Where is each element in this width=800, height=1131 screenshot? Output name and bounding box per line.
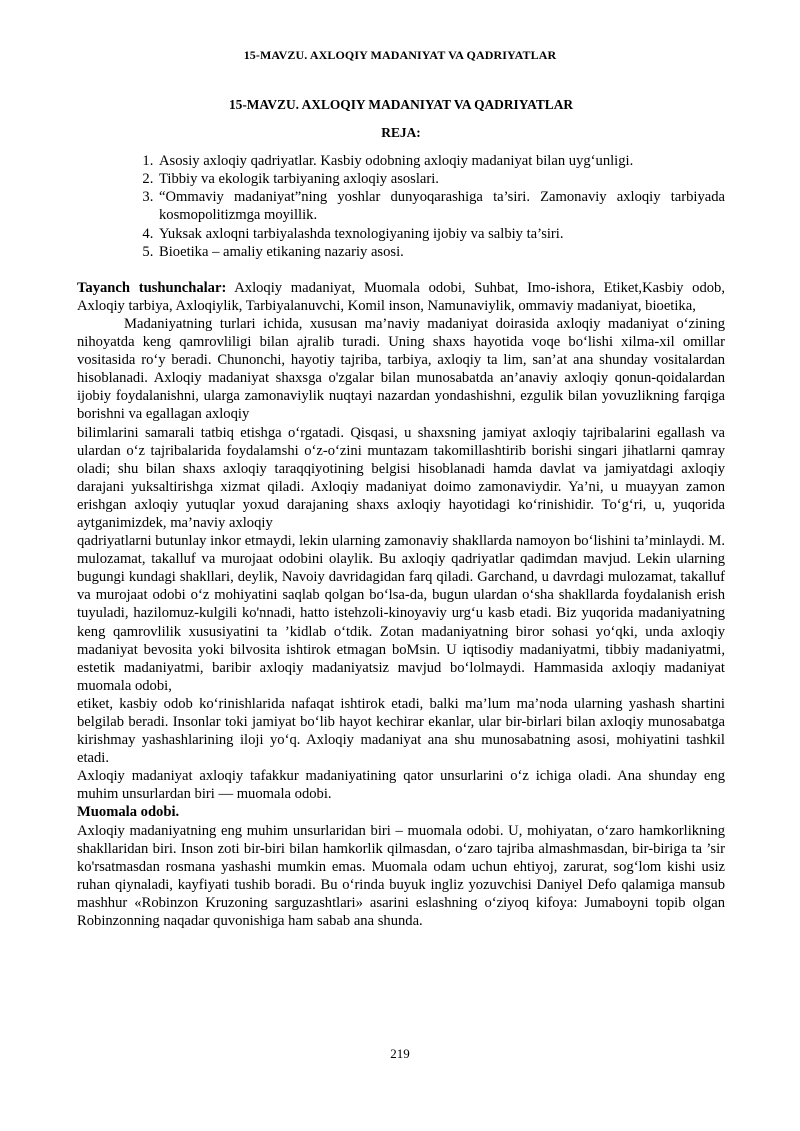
- page-title: 15-MAVZU. AXLOQIY MADANIYAT VA QADRIYATLAR: [228, 97, 574, 112]
- body-paragraph: Axloqiy madaniyatning eng muhim unsurlaridan biri – muomala odobi. U, mohiyatan, o‘zaro hamkorlikning shakllaridan biri. Inson zoti bir-biri bilan hamkorlik qilmasdan, o‘zaro tajriba almashmasdan, bir-biriga ta ’sir ko'rsatmasdan rosmana yashashi mumkin emas. Muomala odam uchun ehtiyoj, zarurat, sog‘lom kishi usiz ruhan qiynaladi, kayfiyati tushib boradi. Bu o‘rinda buyuk ingliz yozuvchisi Daniyel Defo qalamiga mansub mashhur «Robinzon Kruzoning sarguzashtlari» asarini eslashning o‘ziyoq kifoya: Jumaboyni topib olgan Robinzonning naqadar quvonishiga ham sabab ana shunda.: [77, 822, 725, 930]
- running-header: 15-MAVZU. AXLOQIY MADANIYAT VA QADRIYATLAR: [243, 48, 557, 62]
- plan-item: 2. Tibbiy va ekologik tarbiyaning axloqiy asoslari.: [157, 170, 725, 188]
- plan-item: 4. Yuksak axloqni tarbiyalashda texnologiyaning ijobiy va salbiy ta’siri.: [157, 225, 725, 243]
- plan-item: 5. Bioetika – amaliy etikaning nazariy asosi.: [157, 243, 725, 261]
- plan-list: [77, 152, 725, 261]
- page-number: 219: [390, 1046, 410, 1061]
- key-concepts-text: Axloqiy madaniyat, Muomala odobi, Suhbat, Imo-ishora, Etiket,Kasbiy odob, Axloqiy tarbiya, Axloqiylik, Tarbiyalanuvchi, Komil inson, Namunaviylik, ommaviy madaniyat, bioetika,: [77, 279, 725, 314]
- plan-heading: REJA:: [381, 125, 421, 141]
- page-content: [77, 96, 725, 930]
- body-paragraph: qadriyatlarni butunlay inkor etmaydi, lekin ularning zamonaviy shakllarda namoyon bo‘lishini ta’minlaydi. M. mulozamat, takalluf va murojaat odobini olaylik. Bu axloqiy qadriyatlar qadimdan mavjud. Lekin ularning bugungi kundagi shakllari, deylik, Navoiy davridagidan farq qiladi. Garchand, u davrdagi mulozamat, takalluf va murojaat odobi o‘z mohiyatini saqlab qolgan bo‘lsa-da, bugun ulardan o‘sha shakllarda foydalanish erish tuyuladi, hazilomuz-kulgili ko'nnadi, hatto istehzoli-kinoyaviy urg‘u kasb etadi. Biz yuqorida madaniyatning keng qamrovlilik xususiyatini ta ’kidlab o‘tdik. Zotan madaniyatning biror sohasi yo‘qki, unda axloqiy madaniyat bevosita yoki bilvosita ishtirok etmagan boMsin. U iqtisodiy madaniyatmi, tibbiy madaniyatmi, estetik madaniyatmi, baribir axloqiy madaniyatsiz mavjud bo‘lolmaydi. Hammasida axloqiy madaniyat muomala odobi,: [77, 533, 725, 694]
- section-subheading: Muomala odobi.: [77, 804, 180, 821]
- plan-item: 3. “Ommaviy madaniyat”ning yoshlar dunyoqarashiga ta’siri. Zamonaviy axloqiy tarbiyada kosmopolitizmga moyillik.: [157, 188, 725, 224]
- plan-item: 1. Asosiy axloqiy qadriyatlar. Kasbiy odobning axloqiy madaniyat bilan uyg‘unligi.: [157, 152, 725, 170]
- key-concepts-paragraph: [77, 279, 725, 315]
- body-paragraph: Axloqiy madaniyat axloqiy tafakkur madaniyatining qator unsurlarini o‘z ichiga oladi. Ana shunday eng muhim unsurlardan biri — muomala odobi.: [77, 768, 725, 803]
- body-paragraph: Madaniyatning turlari ichida, xususan ma’naviy madaniyat doirasida axloqiy madaniyat o‘zining nihoyatda keng qamrovliligi bilan ajralib turadi. Uning shaxs hayotida voqe bo‘lishi xilma-xil omillar vositasida ro‘y beradi. Chunonchi, hayotiy tajriba, tarbiya, axloqiy ta lim, san’at ana shunday vositalardan hisoblanadi. Axloqiy madaniyat shaxsga o'zgalar bilan munosabatda an’anaviy axloqiy qonun-qoidalardan ijobiy foydalanishni, ularga zamonaviylik nuqtayi nazardan yondashishni, ezgulik bilan yovuzlikning farqiga borishni va egallagan axloqiy: [77, 315, 725, 423]
- key-concepts-label: Tayanch tushunchalar:: [77, 279, 227, 296]
- body-paragraph: bilimlarini samarali tatbiq etishga o‘rgatadi. Qisqasi, u shaxsning jamiyat axloqiy tajribalarini egallash va ulardan o‘z tajribalarida foydalamshi o‘z-o‘zini muntazam takomillashtirib borishi singari jihatlarni qamray oladi; shu bilan shaxs axloqiy taraqqiyotining belgisi hisoblanadi hamda davlat va jamiyatdagi axloqiy darajani yuksaltirishga xizmat qiladi. Axloqiy madaniyat doimo zamonaviydir. Ya’ni, u muayyan zamon erishgan axloqiy yutuqlar yoxud darajaning shaxs axloqiy hayotidagi ko‘rinishidir. To‘g‘ri, u, yuqorida aytganimizdek, ma’naviy axloqiy: [77, 424, 725, 531]
- body-paragraph: etiket, kasbiy odob ko‘rinishlarida nafaqat ishtirok etadi, balki ma’lum ma’noda ularning yashash shartini belgilab beradi. Insonlar toki jamiyat bo‘lib hayot kechirar ekanlar, ular bir-birlari bilan axloqiy munosabatga kirishmay yashashlarining iloji yo‘q. Axloqiy madaniyat ana shu munosabatning asosi, mohiyatini tashkil etadi.: [77, 695, 725, 767]
